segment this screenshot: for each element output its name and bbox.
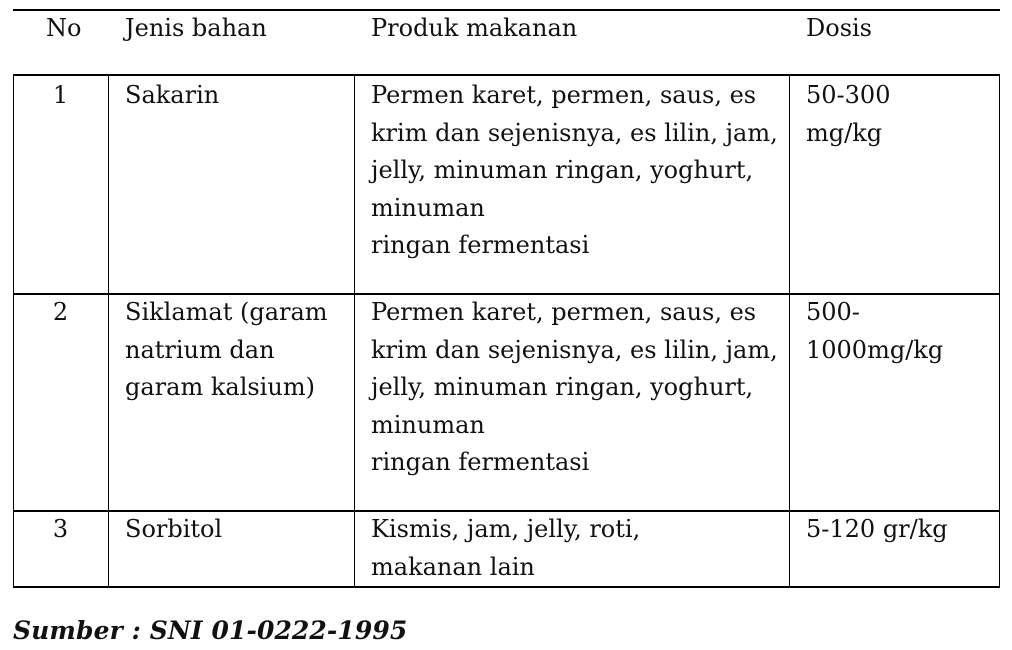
header-bottom-border xyxy=(13,74,1000,76)
row-2-jenis: Siklamat (garam natrium dan garam kalsium) xyxy=(125,298,328,401)
table-bottom-border xyxy=(13,586,1000,588)
col-divider-2 xyxy=(354,74,355,588)
header-dosis: Dosis xyxy=(806,14,872,42)
row-2-dosis: 500- 1000mg/kg xyxy=(806,298,944,364)
row-3-produk: Kismis, jam, jelly, roti, makanan lain xyxy=(371,515,641,581)
row-1-dosis: 50-300 mg/kg xyxy=(806,81,891,147)
header-jenis-bahan: Jenis bahan xyxy=(125,14,267,42)
row-1-jenis: Sakarin xyxy=(125,81,220,109)
row-2-no: 2 xyxy=(52,298,69,326)
right-border xyxy=(999,74,1000,588)
header-produk-makanan: Produk makanan xyxy=(371,14,578,42)
row-3-no: 3 xyxy=(52,515,69,543)
row-1-no: 1 xyxy=(52,81,69,109)
row-1-produk: Permen karet, permen, saus, es krim dan sejenisnya, es lilin, jam, jelly, minuman ringan, yoghurt, minuman ringan fermentasi xyxy=(371,81,778,259)
row-2-produk: Permen karet, permen, saus, es krim dan sejenisnya, es lilin, jam, jelly, minuman ringan, yoghurt, minuman ringan fermentasi xyxy=(371,298,778,476)
header-no: No xyxy=(46,14,82,42)
row-3-dosis: 5-120 gr/kg xyxy=(806,515,948,543)
sweetener-table xyxy=(13,9,1000,588)
col-divider-3 xyxy=(789,74,790,588)
row-3-jenis: Sorbitol xyxy=(125,515,223,543)
source-caption: Sumber : SNI 01-0222-1995 xyxy=(13,616,408,645)
col-divider-1 xyxy=(108,74,109,588)
